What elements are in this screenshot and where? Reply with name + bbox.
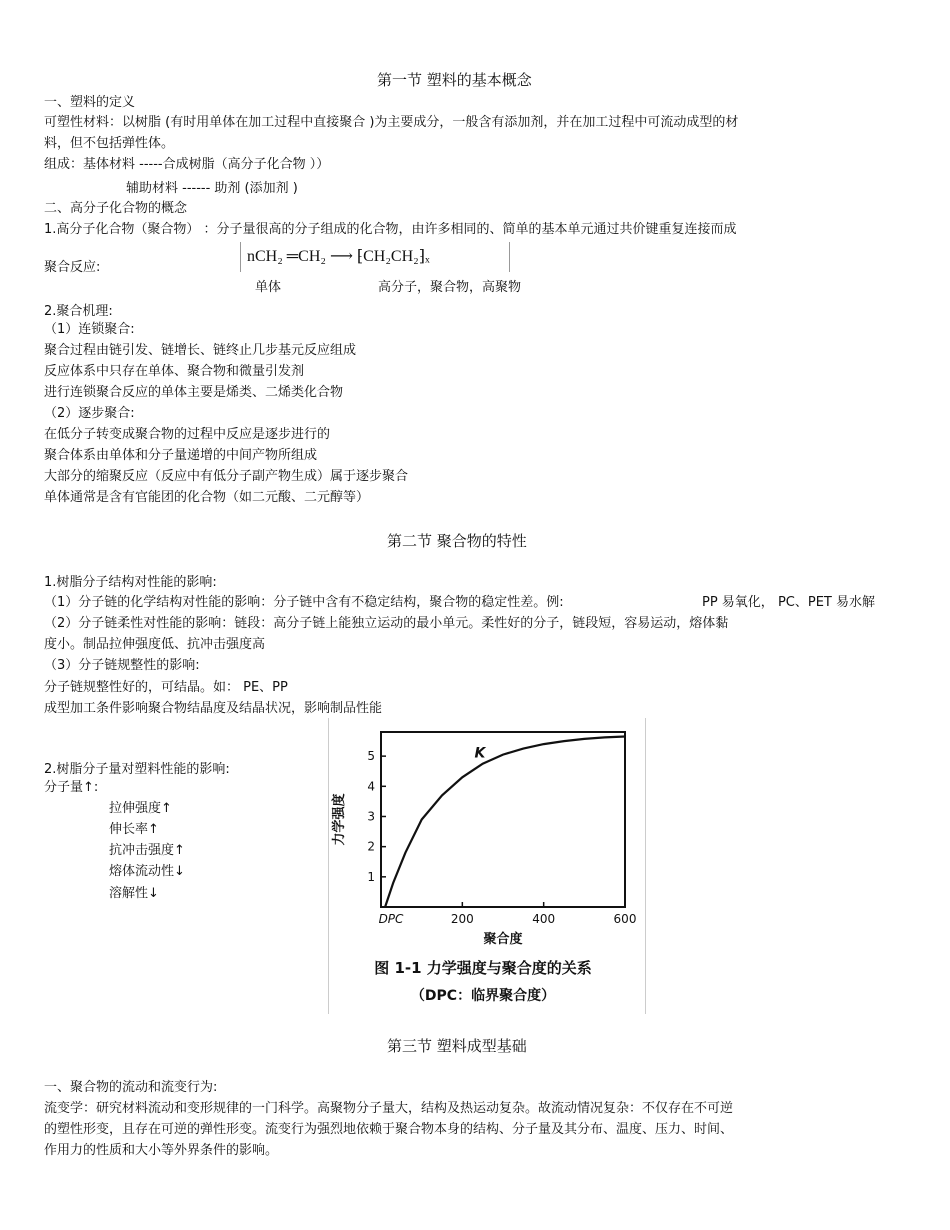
strength-vs-dp-chart <box>329 718 645 1014</box>
polymer-definition: 1.高分子化合物（聚合物） ：分子量很高的分子组成的化合物，由许多相同的、简单的基本单元通过共价键重复连接而成 <box>44 222 737 237</box>
x-tick-label: 400 <box>532 912 556 926</box>
y-tick-label: 5 <box>367 749 375 764</box>
section-1-title: 第一节 塑料的基本概念 <box>377 71 532 89</box>
x-tick-label: 200 <box>450 912 474 926</box>
effect-item: 溶解性↓ <box>109 886 159 901</box>
flow-behavior-heading: 一、聚合物的流动和流变行为: <box>44 1080 218 1095</box>
flexibility-line-2: 度小。制品拉伸强度低、抗冲击强度高 <box>44 637 266 652</box>
regularity-line-2: 成型加工条件影响聚合物结晶度及结晶状况，影响制品性能 <box>44 701 383 716</box>
effect-item: 伸长率↑ <box>109 822 159 837</box>
structure-effect-heading: 1.树脂分子结构对性能的影响: <box>44 575 217 590</box>
y-tick-label: 1 <box>367 869 375 884</box>
section-3-title: 第三节 塑料成型基础 <box>387 1037 527 1055</box>
chain-line-1: 聚合过程由链引发、链增长、链终止几步基元反应组成 <box>44 343 357 358</box>
step-polymerization-heading: （2）逐步聚合: <box>44 406 135 421</box>
x-tick-label: 600 <box>613 912 637 926</box>
figure-1-1 <box>328 718 646 1014</box>
regularity-heading: （3）分子链规整性的影响: <box>44 658 200 673</box>
flexibility-line-1: （2）分子链柔性对性能的影响：链段：高分子链上能独立运动的最小单元。柔性好的分子，链段短，容易运动，熔体黏 <box>44 616 729 631</box>
effect-item: 抗冲击强度↑ <box>109 843 185 858</box>
figure-caption: 图 1-1 力学强度与聚合度的关系 <box>374 959 592 977</box>
chain-polymerization-heading: （1）连锁聚合: <box>44 322 135 337</box>
y-tick-label: 2 <box>367 839 375 854</box>
definition-line-2: 料，但不包括弹性体。 <box>44 136 175 151</box>
chemical-structure-example: PP 易氧化， PC、PET 易水解 <box>702 595 875 610</box>
y-axis-label: 力学强度 <box>332 793 347 846</box>
effect-item: 熔体流动性↓ <box>109 864 185 879</box>
step-line-4: 单体通常是含有官能团的化合物（如二元酸、二元醇等） <box>44 490 370 505</box>
y-tick-label: 3 <box>367 809 375 824</box>
plastic-definition-heading: 一、塑料的定义 <box>44 95 136 110</box>
regularity-line-1: 分子链规整性好的，可结晶。如： PE、PP <box>44 680 288 695</box>
figure-note: （DPC：临界聚合度） <box>410 988 556 1004</box>
step-line-1: 在低分子转变成聚合物的过程中反应是逐步进行的 <box>44 427 331 442</box>
polymer-concept-heading: 二、高分子化合物的概念 <box>44 201 188 216</box>
x-tick-label: DPC <box>378 912 404 926</box>
reaction-label: 聚合反应: <box>44 260 101 275</box>
step-line-2: 聚合体系由单体和分子量递增的中间产物所组成 <box>44 448 318 463</box>
y-tick-label: 4 <box>367 779 375 794</box>
series-line <box>385 737 625 908</box>
step-line-3: 大部分的缩聚反应（反应中有低分子副产物生成）属于逐步聚合 <box>44 469 409 484</box>
section-2-title: 第二节 聚合物的特性 <box>387 532 527 550</box>
monomer-label: 单体 <box>255 280 282 295</box>
rheology-line-1: 流变学：研究材料流动和变形规律的一门科学。高聚物分子量大，结构及热运动复杂。故流动情况复杂：不仅存在不可逆 <box>44 1101 734 1116</box>
composition-line-1: 组成：基体材料 -----合成树脂（高分子化合物 ）） <box>44 157 330 172</box>
chain-line-2: 反应体系中只存在单体、聚合物和微量引发剂 <box>44 364 305 379</box>
mechanism-heading: 2.聚合机理: <box>44 304 113 319</box>
rheology-line-2: 的塑性形变，且存在可逆的弹性形变。流变行为强烈地依赖于聚合物本身的结构、分子量及其分布、温度、压力、时间、 <box>44 1122 734 1137</box>
curve-label: K <box>474 745 486 762</box>
molecular-weight-lead: 分子量↑: <box>44 780 99 795</box>
effect-item: 拉伸强度↑ <box>109 801 172 816</box>
chemical-structure-line: （1）分子链的化学结构对性能的影响：分子链中含有不稳定结构，聚合物的稳定性差。例: <box>44 595 564 610</box>
polymerization-equation: nCH₂ ═CH₂ ⟶ ⁅CH₂CH₂⁆ₓ <box>240 242 510 272</box>
composition-line-2: 辅助材料 ------ 助剂 (添加剂 ) <box>126 181 298 196</box>
x-axis-label: 聚合度 <box>483 932 523 947</box>
definition-line-1: 可塑性材料：以树脂 (有时用单体在加工过程中直接聚合 )为主要成分，一般含有添加剂，并在加工过程中可流动成型的材 <box>44 115 739 130</box>
polymer-label: 高分子，聚合物，高聚物 <box>378 280 522 295</box>
chain-line-3: 进行连锁聚合反应的单体主要是烯类、二烯类化合物 <box>44 385 344 400</box>
rheology-line-3: 作用力的性质和大小等外界条件的影响。 <box>44 1143 279 1158</box>
molecular-weight-heading: 2.树脂分子量对塑料性能的影响: <box>44 762 230 777</box>
plot-frame <box>381 732 625 907</box>
